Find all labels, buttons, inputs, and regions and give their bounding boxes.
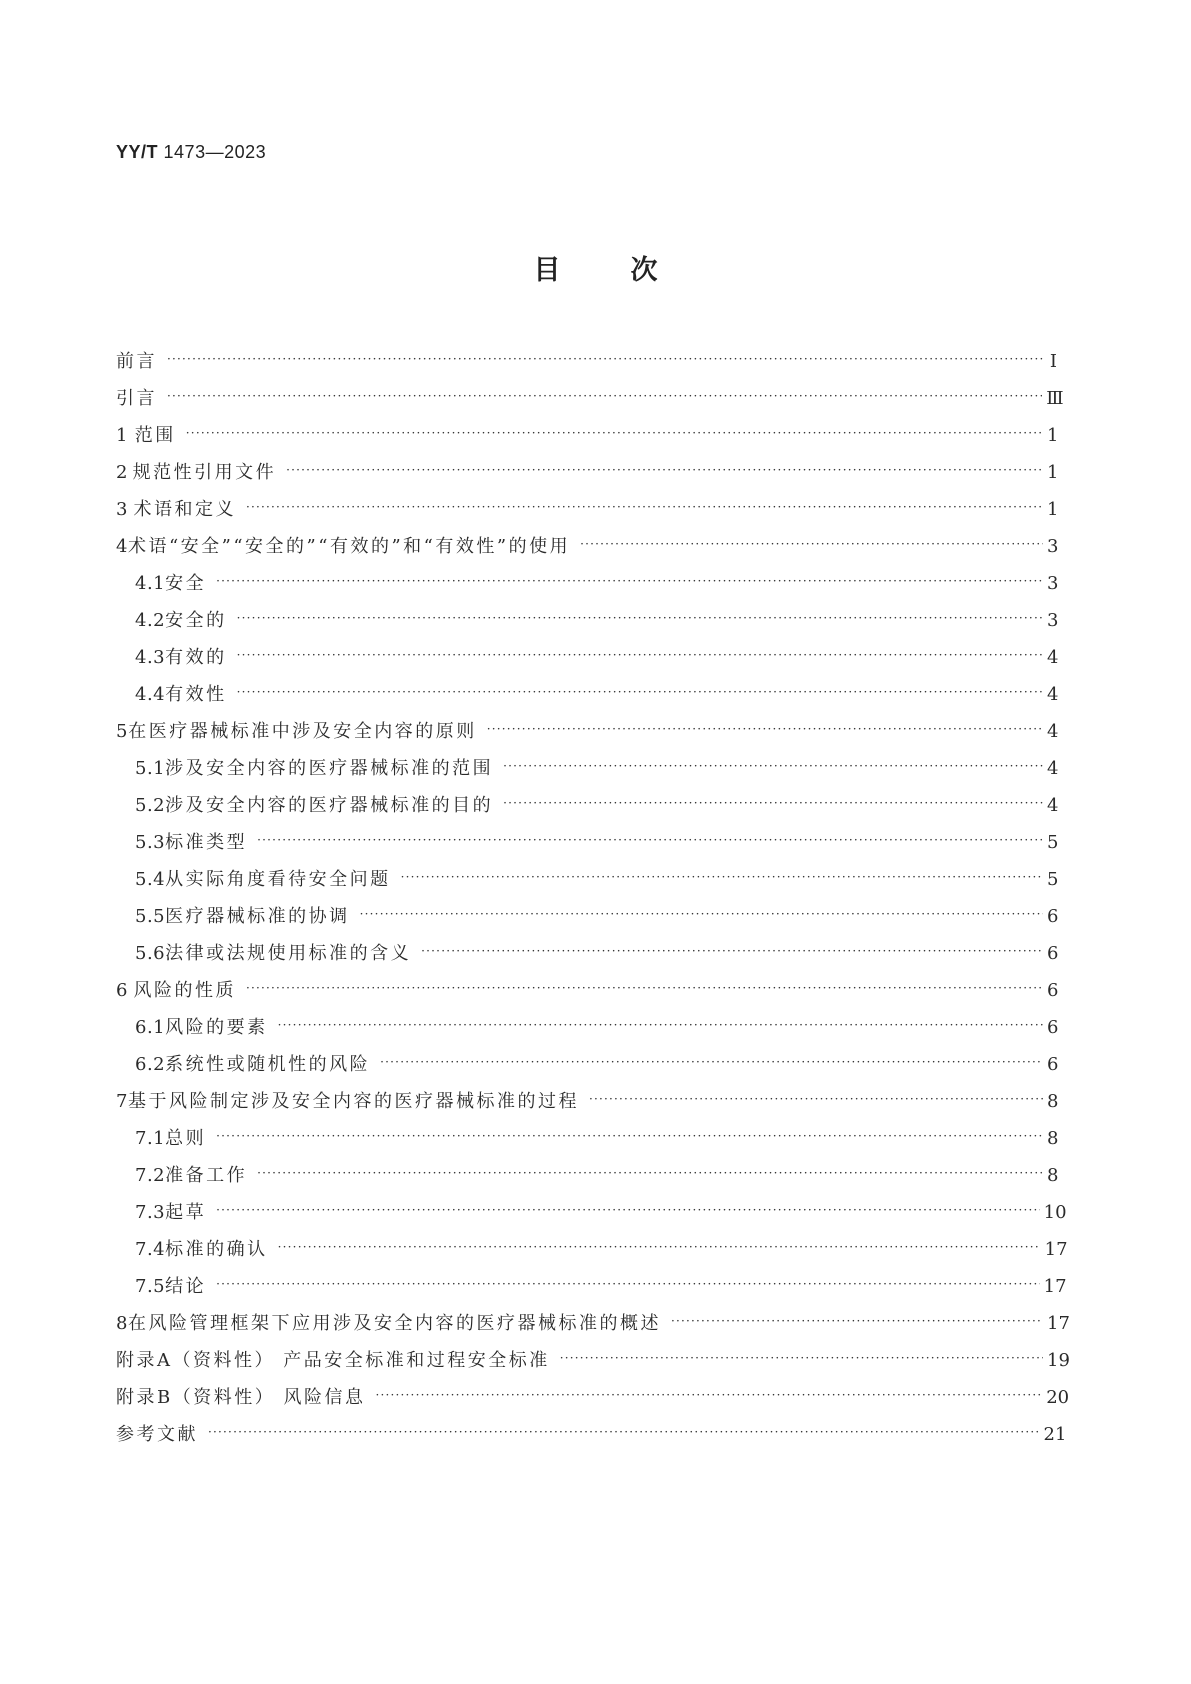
toc-dot-leader <box>216 1195 1040 1225</box>
toc-dot-leader <box>237 640 1043 670</box>
toc-entry-label: 附录B（资料性） 风险信息 <box>116 1387 366 1408</box>
toc-entry[interactable] <box>116 680 1057 717</box>
toc-entry[interactable] <box>116 717 1057 754</box>
toc-entry-label: 附录A（资料性） 产品安全标准和过程安全标准 <box>116 1350 550 1371</box>
toc-entry-label: 安全 <box>165 573 207 594</box>
toc-dot-leader <box>503 788 1043 818</box>
toc-entry-page: 8 <box>1047 1091 1059 1112</box>
toc-entry[interactable] <box>116 1235 1068 1272</box>
toc-entry-number: 5.6 <box>135 943 166 964</box>
toc-entry-number: 5.1 <box>135 758 166 779</box>
toc-entry-label: 安全的 <box>165 610 227 631</box>
toc-dot-leader <box>589 1084 1043 1114</box>
toc-entry[interactable] <box>116 828 1057 865</box>
toc-entry-label: 术语“安全”“安全的”“有效的”和“有效性”的使用 <box>127 536 571 557</box>
toc-entry-number: 2 <box>116 462 128 483</box>
toc-entry-page: 1 <box>1047 462 1059 483</box>
toc-entry[interactable] <box>116 569 1057 606</box>
toc-entry-page: 3 <box>1047 536 1059 557</box>
toc-entry-page: 3 <box>1047 610 1059 631</box>
toc-entry-page: Ⅰ <box>1049 351 1057 372</box>
toc-entry-label: 有效的 <box>165 647 227 668</box>
toc-entry[interactable] <box>116 791 1057 828</box>
standard-code <box>116 142 266 163</box>
toc-entry-page: 6 <box>1047 906 1059 927</box>
toc-entry-number: 6.2 <box>135 1054 166 1075</box>
toc-entry[interactable] <box>116 865 1057 902</box>
toc-entry-page: 5 <box>1047 869 1059 890</box>
toc-entry[interactable] <box>116 976 1057 1013</box>
toc-dot-leader <box>375 1380 1042 1410</box>
toc-entry-page: 4 <box>1047 647 1059 668</box>
toc-entry-label: 术语和定义 <box>133 499 236 520</box>
toc-entry[interactable] <box>116 1161 1057 1198</box>
toc-entry-label: 参考文献 <box>116 1424 198 1445</box>
toc-entry-label: 标准的确认 <box>165 1239 268 1260</box>
toc-entry-label: 准备工作 <box>165 1165 248 1186</box>
toc-entry-number: 5.4 <box>135 869 166 890</box>
toc-dot-leader <box>216 1121 1043 1151</box>
toc-entry-number: 7.3 <box>135 1202 166 1223</box>
toc-dot-leader <box>237 677 1043 707</box>
toc-entry-label: 标准类型 <box>165 832 248 853</box>
toc-entry-page: 1 <box>1047 425 1059 446</box>
toc-entry[interactable] <box>116 1087 1057 1124</box>
toc-dot-leader <box>580 529 1043 559</box>
toc-dot-leader <box>401 862 1043 892</box>
toc-entry[interactable] <box>116 1272 1067 1309</box>
standard-code-prefix: YY/T <box>116 142 159 162</box>
toc-entry[interactable] <box>116 1346 1070 1383</box>
toc-entry-page: 4 <box>1047 721 1059 742</box>
toc-entry-number: 8 <box>116 1313 128 1334</box>
toc-entry-label: 风险的性质 <box>133 980 236 1001</box>
toc-dot-leader <box>167 381 1042 411</box>
toc-entry-label: 涉及安全内容的医疗器械标准的目的 <box>165 795 494 816</box>
toc-dot-leader <box>167 344 1043 374</box>
toc-dot-leader <box>186 418 1043 448</box>
toc-entry-label: 涉及安全内容的医疗器械标准的范围 <box>165 758 494 779</box>
toc-dot-leader <box>360 899 1043 929</box>
toc-entry-page: 19 <box>1047 1350 1070 1371</box>
toc-entry-label: 医疗器械标准的协调 <box>165 906 350 927</box>
toc-entry-page: 6 <box>1047 1017 1059 1038</box>
toc-entry-number: 7.5 <box>135 1276 166 1297</box>
toc-entry-label: 系统性或随机性的风险 <box>165 1054 371 1075</box>
toc-entry-page: 4 <box>1047 684 1059 705</box>
toc-entry-number: 6.1 <box>135 1017 166 1038</box>
toc-entry[interactable] <box>116 458 1057 495</box>
toc-entry-page: 17 <box>1043 1276 1067 1297</box>
toc-entry-label: 有效性 <box>165 684 227 705</box>
toc-entry-page: Ⅲ <box>1046 388 1064 409</box>
toc-dot-leader <box>216 1269 1040 1299</box>
toc-entry-number: 4.4 <box>135 684 166 705</box>
toc-dot-leader <box>246 973 1043 1003</box>
toc-entry-number: 7.1 <box>135 1128 166 1149</box>
toc-entry[interactable] <box>116 1013 1057 1050</box>
toc-entry-number: 6 <box>116 980 128 1001</box>
toc-entry-page: 4 <box>1047 795 1059 816</box>
toc-entry-number: 4.2 <box>135 610 166 631</box>
toc-entry-number: 3 <box>116 499 128 520</box>
toc-entry[interactable] <box>116 1050 1057 1087</box>
toc-entry-number: 4 <box>116 536 128 557</box>
toc-entry-label: 引言 <box>116 388 157 409</box>
toc-entry-label: 在风险管理框架下应用涉及安全内容的医疗器械标准的概述 <box>127 1313 661 1334</box>
toc-entry-page: 1 <box>1047 499 1059 520</box>
toc-dot-leader <box>286 455 1043 485</box>
toc-dot-leader <box>216 566 1043 596</box>
toc-dot-leader <box>278 1232 1041 1262</box>
toc-entry-number: 5.2 <box>135 795 166 816</box>
toc-entry-page: 17 <box>1047 1313 1070 1334</box>
toc-entry[interactable] <box>116 532 1057 569</box>
toc-dot-leader <box>560 1343 1043 1373</box>
toc-dot-leader <box>246 492 1043 522</box>
table-of-contents <box>116 347 1070 1457</box>
toc-entry-page: 20 <box>1046 1387 1070 1408</box>
toc-entry-number: 7.2 <box>135 1165 166 1186</box>
toc-entry-page: 6 <box>1047 1054 1059 1075</box>
toc-entry-page: 10 <box>1043 1202 1067 1223</box>
toc-entry[interactable] <box>116 1309 1070 1346</box>
standard-code-number: 1473—2023 <box>163 142 267 162</box>
toc-entry[interactable] <box>116 939 1057 976</box>
toc-entry-label: 基于风险制定涉及安全内容的医疗器械标准的过程 <box>127 1091 579 1112</box>
toc-entry-page: 8 <box>1047 1165 1059 1186</box>
toc-entry[interactable] <box>116 902 1057 939</box>
toc-entry-label: 前言 <box>116 351 157 372</box>
toc-entry[interactable] <box>116 495 1057 532</box>
toc-dot-leader <box>237 603 1043 633</box>
toc-dot-leader <box>257 1158 1043 1188</box>
toc-entry[interactable] <box>116 384 1064 421</box>
toc-entry-number: 5.5 <box>135 906 166 927</box>
toc-entry-label: 总则 <box>165 1128 207 1149</box>
toc-entry-page: 4 <box>1047 758 1059 779</box>
toc-dot-leader <box>503 751 1043 781</box>
toc-entry-number: 1 <box>116 425 128 446</box>
toc-dot-leader <box>487 714 1043 744</box>
toc-entry[interactable] <box>116 606 1057 643</box>
toc-entry-number: 7.4 <box>135 1239 166 1260</box>
toc-entry-page: 8 <box>1047 1128 1059 1149</box>
toc-entry-label: 范围 <box>134 425 176 446</box>
toc-entry[interactable] <box>116 1420 1067 1457</box>
toc-entry[interactable] <box>116 754 1057 791</box>
page-title: 目次 <box>533 255 728 286</box>
toc-entry-number: 5 <box>116 721 128 742</box>
toc-entry-page: 6 <box>1047 943 1059 964</box>
toc-entry-number: 5.3 <box>135 832 166 853</box>
toc-entry[interactable] <box>116 643 1057 680</box>
toc-entry-label: 结论 <box>165 1276 207 1297</box>
toc-entry-label: 规范性引用文件 <box>132 462 277 483</box>
toc-entry[interactable] <box>116 1124 1057 1161</box>
toc-entry-label: 起草 <box>165 1202 207 1223</box>
toc-dot-leader <box>208 1417 1040 1447</box>
toc-dot-leader <box>671 1306 1043 1336</box>
toc-entry-page: 17 <box>1044 1239 1068 1260</box>
toc-entry-page: 5 <box>1047 832 1059 853</box>
toc-entry-page: 6 <box>1047 980 1059 1001</box>
toc-entry[interactable] <box>116 347 1057 384</box>
toc-entry-number: 7 <box>116 1091 128 1112</box>
toc-entry-label: 法律或法规使用标准的含义 <box>165 943 412 964</box>
toc-dot-leader <box>421 936 1043 966</box>
toc-entry-page: 21 <box>1043 1424 1067 1445</box>
toc-entry-page: 3 <box>1047 573 1059 594</box>
toc-entry-label: 风险的要素 <box>165 1017 268 1038</box>
toc-entry-number: 4.1 <box>135 573 166 594</box>
toc-entry-label: 在医疗器械标准中涉及安全内容的原则 <box>128 721 477 742</box>
toc-entry[interactable] <box>116 421 1057 458</box>
toc-entry-number: 4.3 <box>135 647 166 668</box>
toc-entry[interactable] <box>116 1383 1070 1420</box>
toc-dot-leader <box>257 825 1043 855</box>
toc-entry[interactable] <box>116 1198 1067 1235</box>
toc-dot-leader <box>278 1010 1043 1040</box>
toc-entry-label: 从实际角度看待安全问题 <box>165 869 391 890</box>
toc-dot-leader <box>380 1047 1043 1077</box>
